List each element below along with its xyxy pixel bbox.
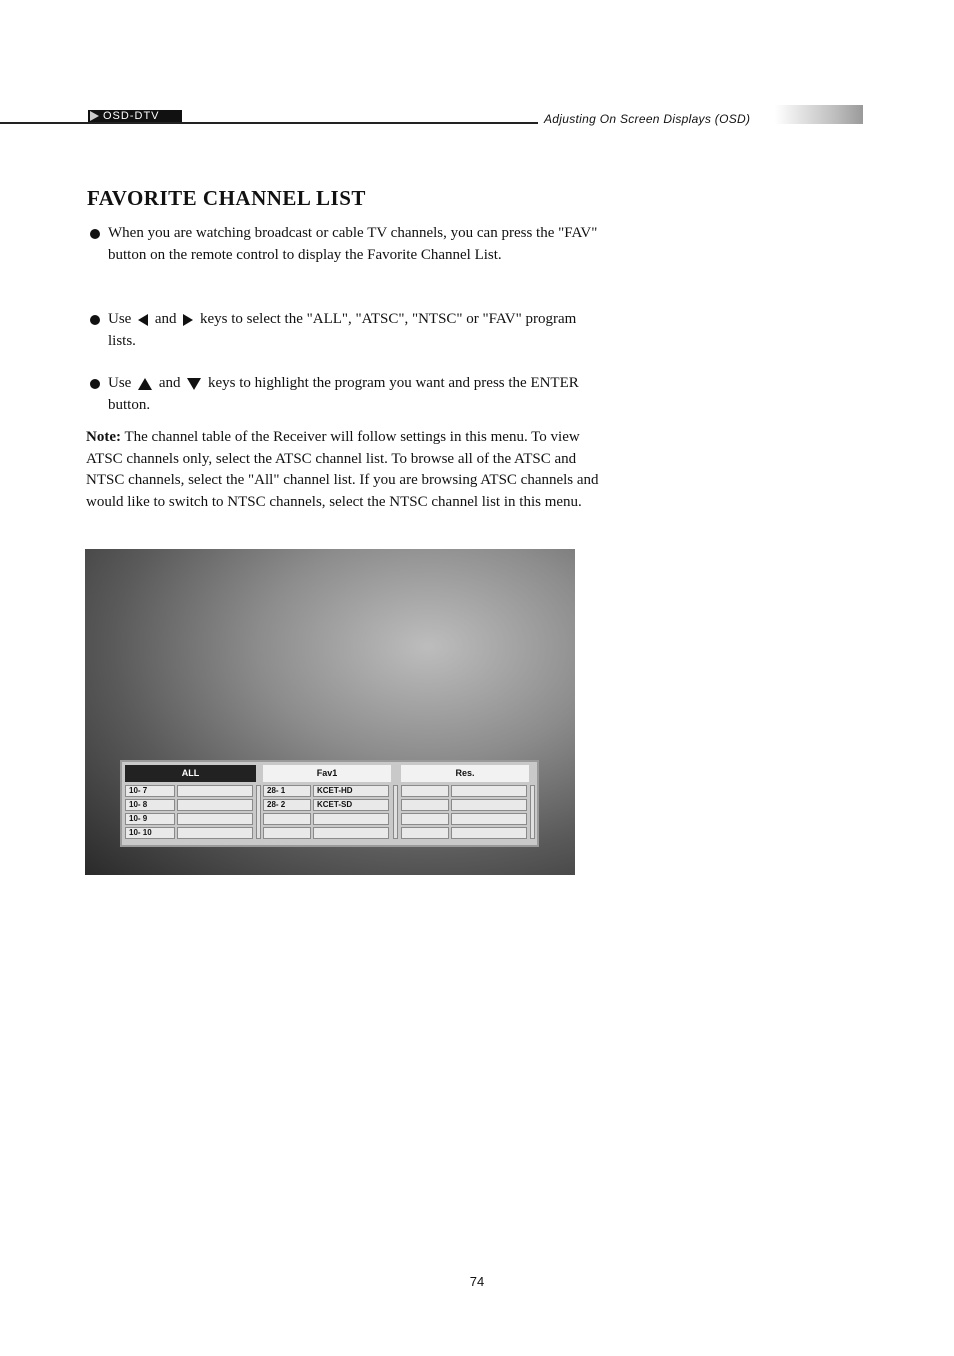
channel-name-cell[interactable]	[451, 785, 527, 797]
channel-number-cell[interactable]	[263, 827, 311, 839]
channel-number-cell[interactable]: 28- 2	[263, 799, 311, 811]
page-number: 74	[469, 1274, 485, 1289]
up-arrow-icon	[138, 378, 152, 390]
channel-number-cell[interactable]	[401, 813, 449, 825]
scrollbar[interactable]	[393, 785, 398, 839]
channel-number-cell[interactable]	[401, 827, 449, 839]
note-text: The channel table of the Receiver will follow settings in this menu. To view ATSC channels only, select the ATSC channel list. To browse all of the ATSC and NTSC channels, select the "All" channel list. If you are browsing ATSC channels and would like to switch to NTSC channels, select the NTSC channel list in this menu.	[86, 429, 599, 510]
down-arrow-icon	[187, 378, 201, 390]
osd-column-header[interactable]: Res.	[401, 765, 529, 782]
header-rule	[0, 122, 538, 124]
bullet-item	[87, 223, 607, 266]
channel-name-cell[interactable]	[177, 785, 253, 797]
bullet-text-pre: Use	[108, 311, 132, 327]
scrollbar[interactable]	[530, 785, 535, 839]
section-tab-label: OSD-DTV	[103, 110, 160, 122]
osd-column-fav1	[263, 765, 391, 782]
bullet-dot-icon	[90, 229, 100, 239]
note-label: Note:	[86, 429, 121, 445]
bullet-dot-icon	[90, 315, 100, 325]
bullet-text-line	[108, 309, 607, 352]
channel-number-cell[interactable]: 10- 9	[125, 813, 175, 825]
bullet-item	[87, 309, 607, 352]
channel-name-cell[interactable]: KCET-HD	[313, 785, 389, 797]
osd-column-res	[401, 765, 529, 782]
page-title: FAVORITE CHANNEL LIST	[87, 186, 366, 210]
channel-number-cell[interactable]	[401, 799, 449, 811]
channel-name-cell[interactable]	[177, 827, 253, 839]
channel-name-cell[interactable]	[313, 813, 389, 825]
tv-screenshot	[85, 549, 575, 875]
channel-number-cell[interactable]	[263, 813, 311, 825]
bullet-text-post: keys to select the "ALL", "ATSC", "NTSC" or "FAV" program lists.	[108, 311, 577, 349]
play-arrow-icon	[90, 111, 99, 121]
osd-column-all	[125, 765, 256, 782]
channel-number-cell[interactable]: 10- 8	[125, 799, 175, 811]
bullet-text-pre: Use	[108, 375, 132, 391]
scrollbar[interactable]	[256, 785, 261, 839]
channel-name-cell[interactable]	[451, 827, 527, 839]
right-arrow-icon	[183, 314, 193, 326]
channel-number-cell[interactable]: 10- 10	[125, 827, 175, 839]
osd-column-header[interactable]: Fav1	[263, 765, 391, 782]
channel-number-cell[interactable]	[401, 785, 449, 797]
channel-name-cell[interactable]	[313, 827, 389, 839]
channel-name-cell[interactable]	[177, 799, 253, 811]
channel-name-cell[interactable]: KCET-SD	[313, 799, 389, 811]
header-gradient-bar	[775, 105, 863, 124]
bullet-text-mid: and	[154, 311, 177, 327]
bullet-dot-icon	[90, 379, 100, 389]
bullet-item	[87, 373, 607, 416]
channel-number-cell[interactable]: 10- 7	[125, 785, 175, 797]
bullet-text-mid: and	[158, 375, 181, 391]
osd-column-header[interactable]: ALL	[125, 765, 256, 782]
chapter-title: Adjusting On Screen Displays (OSD)	[544, 112, 751, 126]
channel-number-cell[interactable]: 28- 1	[263, 785, 311, 797]
note-paragraph	[86, 427, 610, 513]
favorite-channel-osd	[120, 760, 539, 847]
bullet-text-post: keys to highlight the program you want and press the ENTER button.	[108, 375, 579, 413]
bullet-text-line	[108, 373, 607, 416]
bullet-text: When you are watching broadcast or cable TV channels, you can press the "FAV" button on the remote control to display the Favorite Channel List.	[108, 225, 598, 263]
channel-name-cell[interactable]	[451, 799, 527, 811]
channel-name-cell[interactable]	[451, 813, 527, 825]
channel-name-cell[interactable]	[177, 813, 253, 825]
left-arrow-icon	[138, 314, 148, 326]
